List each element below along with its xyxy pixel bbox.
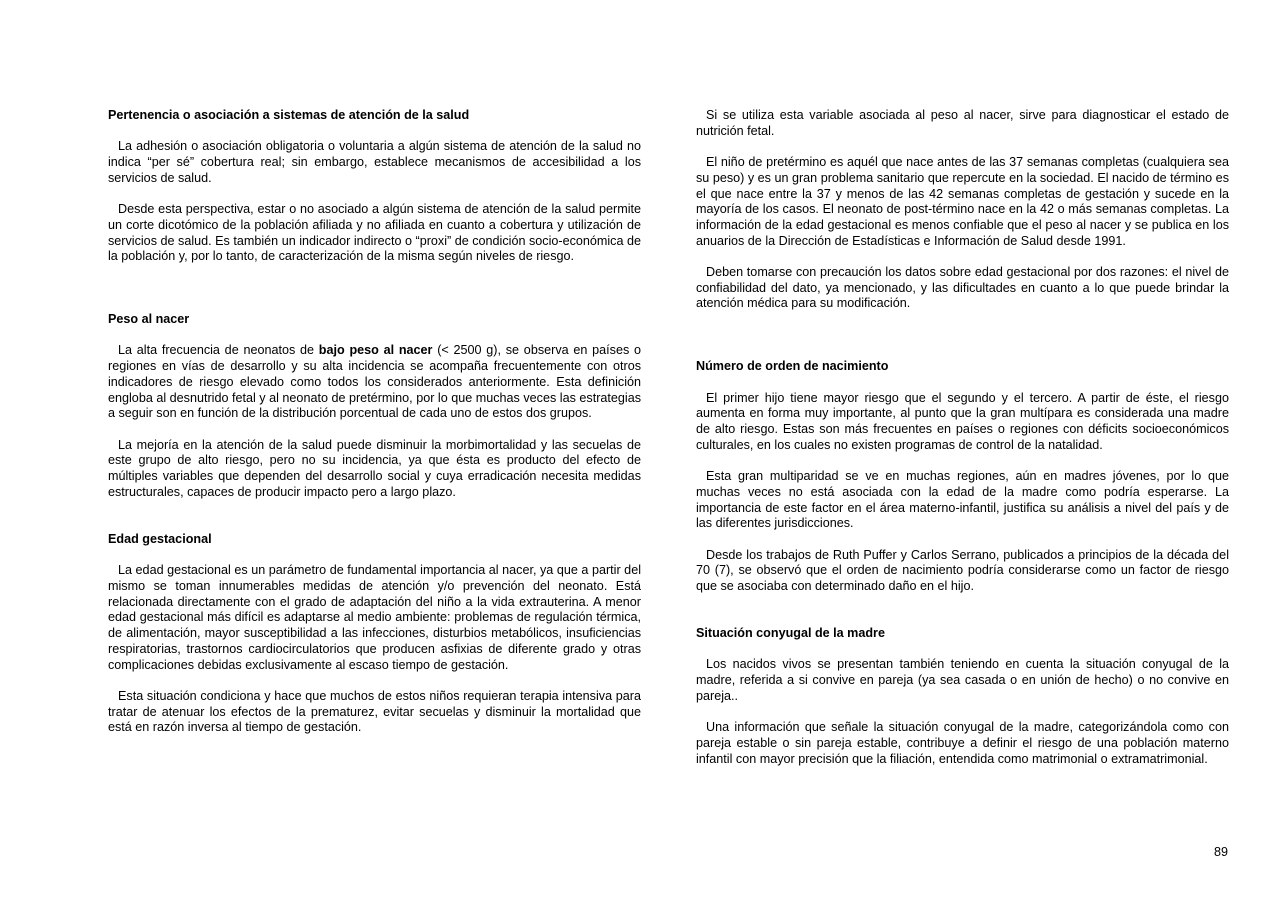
- section-heading-peso-al-nacer: Peso al nacer: [108, 312, 190, 327]
- paragraph: El niño de pretérmino es aquél que nace antes de las 37 semanas completas (cualquiera sea su peso) y es un gran problema sanitario que repercute en la sociedad. El nacido de término es el que nace entre la 37 y menos de las 42 semanas completas de gestación y sucede en la mayoría de los casos. El neonato de post-término nace en la 42 o más semanas completas. La información de la edad gestacional es menos confiable que el peso al nacer y se publica en los anuarios de la Dirección de Estadísticas e Información de Salud desde 1991.: [696, 155, 1229, 248]
- paragraph: Si se utiliza esta variable asociada al peso al nacer, sirve para diagnosticar el estado de nutrición fetal.: [696, 108, 1229, 138]
- paragraph: Una información que señale la situación conyugal de la madre, categorizándola como con pareja estable o sin pareja estable, contribuye a definir el riesgo de una población materno infantil con mayor precisión que la filiación, entendida como matrimonial o extramatrimonial.: [696, 720, 1229, 766]
- paragraph: Deben tomarse con precaución los datos sobre edad gestacional por dos razones: el nivel de confiabilidad del dato, ya mencionado, y las dificultades en cuanto a lo que puede brindar la atención médica para su modificación.: [696, 265, 1229, 311]
- spacer: [108, 328, 641, 344]
- spacer: [108, 265, 641, 312]
- paragraph: Desde esta perspectiva, estar o no asociado a algún sistema de atención de la salud permite un corte dicotómico de la población afiliada y no afiliada en cuanto a cobertura y utilización de servicios de salud. Es también un indicador indirecto o “proxi” de condición socio-económica de la población y, por lo tanto, de caracterización de la misma según niveles de riesgo.: [108, 202, 641, 264]
- right-column: [696, 108, 1229, 767]
- paragraph: Esta situación condiciona y hace que muchos de estos niños requieran terapia intensiva para tratar de atenuar los efectos de la prematurez, evitar secuelas y disminuir la mortalidad que está en razón inversa al tiempo de gestación.: [108, 688, 641, 735]
- paragraph: Esta gran multiparidad se ve en muchas regiones, aún en madres jóvenes, por lo que muchas veces no está asociada con la edad de la madre como podría esperarse. La importancia de este factor en el área materno-infantil, justifica su análisis a nivel del país y de las diferentes jurisdicciones.: [696, 469, 1229, 531]
- bold-term: bajo peso al nacer: [318, 343, 433, 358]
- paragraph: La mejoría en la atención de la salud puede disminuir la morbimortalidad y las secuelas de este grupo de alto riesgo, pero no su incidencia, ya que ésta es producto del efecto de múltiples variables que dependen del desarrollo social y cuya erradicación necesita medidas estructurales, capaces de producir impacto pero a largo plazo.: [108, 437, 641, 499]
- spacer: [108, 124, 641, 140]
- section-heading-orden-nacimiento: Número de orden de nacimiento: [696, 359, 889, 374]
- section-heading-situacion-conyugal: Situación conyugal de la madre: [696, 626, 885, 641]
- spacer: [108, 548, 641, 564]
- page-number: 89: [1213, 845, 1228, 859]
- section-heading-edad-gestacional: Edad gestacional: [108, 531, 212, 546]
- paragraph: La adhesión o asociación obligatoria o voluntaria a algún sistema de atención de la salud no indica “per sé” cobertura real; sin embargo, establece mecanismos de accesibilidad a los servicios de salud.: [108, 139, 641, 185]
- spacer: [696, 375, 1229, 391]
- spacer: [696, 595, 1229, 626]
- paragraph: [108, 343, 641, 422]
- paragraph: La edad gestacional es un parámetro de fundamental importancia al nacer, ya que a partir del mismo se toman innumerables medidas de atención y/o prevención del neonato. Está relacionada directamente con el grado de adaptación del niño a la vida extrauterina. A menor edad gestacional más difícil es adaptarse al medio ambiente: problemas de regulación térmica, de alimentación, mayor susceptibilidad a las infecciones, disturbios metabólicos, insuficiencias respiratorias, trastornos cardiocirculatorios que producen asfixias de diferente grado y otras complicaciones debidas exclusivamente al escaso tiempo de gestación.: [108, 563, 641, 672]
- paragraph: Los nacidos vivos se presentan también teniendo en cuenta la situación conyugal de la madre, referida a si convive en pareja (ya sea casada o en unión de hecho) o no convive en pareja..: [696, 657, 1229, 703]
- paragraph: Desde los trabajos de Ruth Puffer y Carlos Serrano, publicados a principios de la década del 70 (7), se observó que el orden de nacimiento podría considerarse como un factor de riesgo que se asociaba con determinado daño en el hijo.: [696, 547, 1229, 593]
- paragraph: El primer hijo tiene mayor riesgo que el segundo y el tercero. A partir de éste, el riesgo aumenta en forma muy importante, al punto que la gran multípara es considerada una madre de alto riesgo. Estas son más frecuentes en países o regiones con déficits socioeconómicos culturales, en los cuales no existen programas de control de la natalidad.: [696, 390, 1229, 452]
- left-column: [108, 108, 641, 736]
- spacer: [108, 187, 641, 203]
- spacer: [108, 422, 641, 438]
- spacer: [696, 453, 1229, 469]
- spacer: [696, 642, 1229, 658]
- spacer: [696, 139, 1229, 155]
- spacer: [696, 705, 1229, 721]
- spacer: [696, 312, 1229, 359]
- spacer: [696, 249, 1229, 265]
- text-run: (< 2500 g), se observa en países o regiones en vías de desarrollo y su alta incidencia se acompaña frecuentemente con otros indicadores de riesgo elevado como todos los considerados anteriormente. Esta definición engloba al desnutrido fetal y al neonato de pretérmino, por lo que muchas veces las estrategias a seguir son en función de la distribución porcentual de cada uno de estos dos grupos.: [108, 343, 642, 421]
- spacer: [108, 501, 641, 532]
- section-heading-pertenencia: Pertenencia o asociación a sistemas de atención de la salud: [108, 108, 470, 122]
- text-run: La alta frecuencia de neonatos de: [118, 343, 319, 358]
- spacer: [696, 532, 1229, 548]
- spacer: [108, 673, 641, 689]
